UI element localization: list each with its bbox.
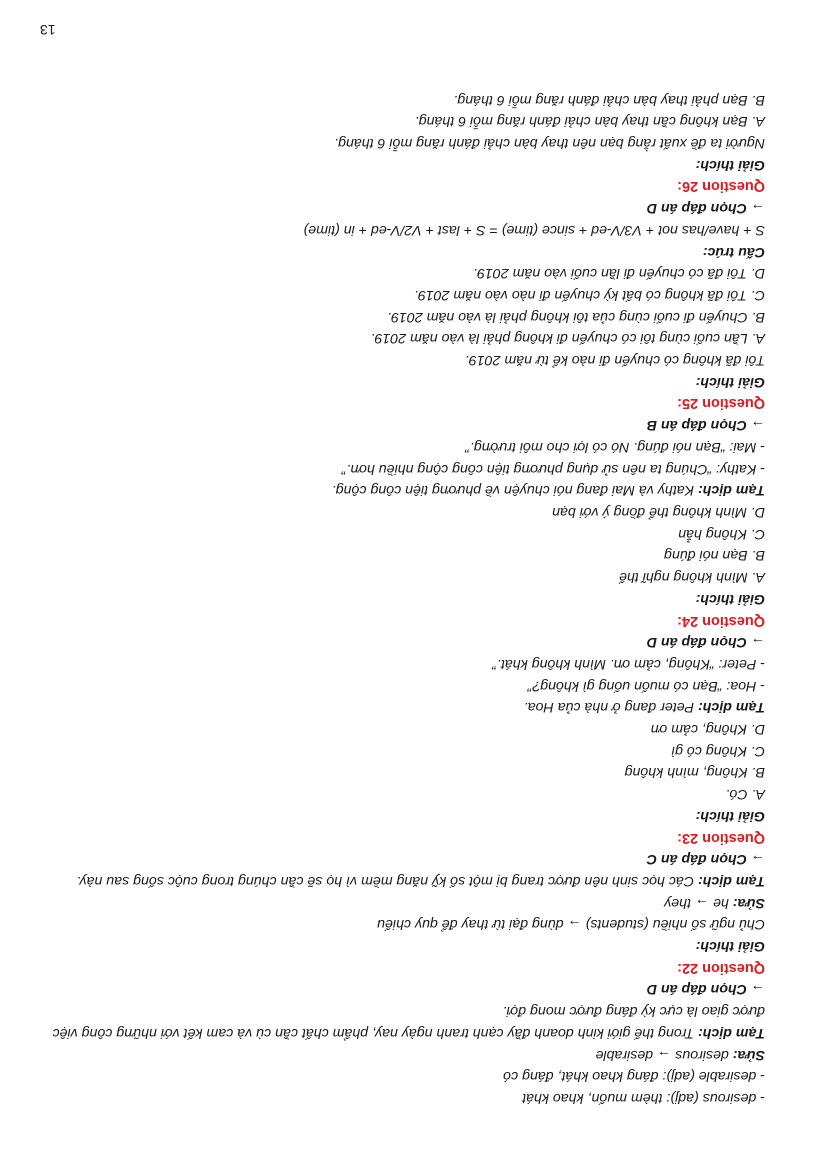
line-text: Trong thế giới kinh doanh đầy cạnh tranh ngày nay, phẩm chất cần cù và cam kết với những công việc được giao là cực kỳ đáng được mong đợi.: [52, 1003, 765, 1041]
bold-label: Tạm dịch:: [697, 482, 765, 499]
bold-label: Giải thích:: [695, 938, 765, 955]
line-text: desirous → desirable: [595, 1046, 733, 1063]
text-line: [38, 327, 765, 349]
page-content: [38, 88, 765, 1108]
bold-label: Cấu trúc:: [702, 243, 765, 260]
question-label: Question 24:: [677, 612, 765, 629]
text-line: [38, 218, 765, 240]
line-text: - Kathy: “Chúng ta nên sử dụng phương tiện công cộng nhiều hơn.”: [341, 460, 765, 477]
question-label: Question 22:: [677, 959, 765, 976]
text-line: [38, 131, 765, 153]
text-line: [38, 262, 765, 284]
question-label: Question 26:: [677, 178, 765, 195]
line-text: D. Không, cảm ơn: [650, 721, 765, 738]
bold-label: Tạm dịch:: [697, 872, 765, 889]
question-heading: [38, 392, 765, 414]
text-line: [38, 457, 765, 479]
text-line: [38, 1065, 765, 1087]
text-line: [38, 978, 765, 1000]
text-line: [38, 370, 765, 392]
bold-label: → Chọn đáp án C: [646, 851, 765, 868]
line-text: Tôi đã không có chuyến đi nào kể từ năm 2019.: [464, 352, 765, 369]
question-heading: [38, 609, 765, 631]
line-text: B. Bạn phải thay bàn chải đánh răng mỗi 6 tháng.: [453, 91, 765, 108]
text-line: [38, 999, 765, 1042]
question-heading: [38, 826, 765, 848]
line-text: B. Chuyến đi cuối cùng của tôi không phải là vào năm 2019.: [387, 308, 765, 325]
line-text: A. Có.: [725, 786, 765, 803]
text-line: [38, 196, 765, 218]
bold-label: Sửa:: [732, 894, 765, 911]
line-text: - desirous (adj): thèm muốn, khao khát: [522, 1090, 765, 1106]
line-text: D. Mình không thể đồng ý với bạn: [552, 504, 765, 521]
text-line: [38, 500, 765, 522]
bold-label: Giải thích:: [695, 156, 765, 173]
text-line: [38, 804, 765, 826]
text-line: [38, 696, 765, 718]
bold-label: → Chọn đáp án D: [646, 981, 765, 998]
text-line: [38, 631, 765, 653]
bold-label: Sửa:: [732, 1046, 765, 1063]
text-line: [38, 1043, 765, 1065]
text-line: [38, 522, 765, 544]
bold-label: → Chọn đáp án D: [646, 634, 765, 651]
line-text: A. Lần cuối cùng tôi có chuyến đi không phải là vào năm 2019.: [370, 330, 765, 347]
question-label: Question 23:: [677, 829, 765, 846]
text-line: [38, 739, 765, 761]
question-label: Question 25:: [677, 395, 765, 412]
text-line: [38, 240, 765, 262]
line-text: Chủ ngữ số nhiều (students) → dùng đại từ thay để quy chiếu: [377, 916, 765, 933]
text-line: [38, 88, 765, 110]
text-line: [38, 479, 765, 501]
line-text: C. Tôi đã không có bất kỳ chuyến đi nào vào năm 2019.: [414, 286, 765, 303]
text-line: [38, 544, 765, 566]
line-text: - desirable (adj): đáng khao khát, đáng có: [503, 1068, 765, 1085]
line-text: A. Bạn không cần thay bàn chải đánh răng mỗi 6 tháng.: [414, 113, 765, 130]
bold-label: Giải thích:: [695, 807, 765, 824]
question-heading: [38, 175, 765, 197]
line-text: - Mai: “Bạn nói đúng. Nó có lợi cho môi trường.”: [465, 438, 765, 455]
bold-label: Tạm dịch:: [697, 699, 765, 716]
text-line: [38, 305, 765, 327]
text-line: [38, 934, 765, 956]
line-text: Peter đang ở nhà của Hoa.: [523, 699, 698, 716]
line-text: Các học sinh nên được trang bị một số kỹ năng mềm vì họ sẽ cần chúng trong cuộc sống sau này.: [76, 872, 698, 889]
text-line: [38, 761, 765, 783]
text-line: [38, 674, 765, 696]
text-line: [38, 717, 765, 739]
line-text: - Hoa: “Bạn có muốn uống gì không?”: [527, 677, 765, 694]
text-line: [38, 1086, 765, 1108]
text-line: [38, 913, 765, 935]
bold-label: → Chọn đáp án D: [646, 200, 765, 217]
line-text: Kathy và Mai đang nói chuyện về phương tiện công cộng.: [331, 482, 698, 499]
line-text: B. Không, mình không: [624, 764, 765, 781]
text-line: [38, 565, 765, 587]
text-line: [38, 869, 765, 891]
text-line: [38, 652, 765, 674]
line-text: A. Mình không nghĩ thế: [619, 569, 765, 586]
line-text: S + have/has not + V3/V-ed + since (time) = S + last + V2/V-ed + in (time): [303, 221, 765, 238]
text-line: [38, 283, 765, 305]
line-text: - Peter: “Không, cảm ơn. Mình không khát.”: [492, 655, 765, 672]
question-heading: [38, 956, 765, 978]
page-number: 13: [40, 22, 56, 38]
text-line: [38, 348, 765, 370]
text-line: [38, 153, 765, 175]
bold-label: → Chọn đáp án B: [646, 417, 765, 434]
bold-label: Giải thích:: [695, 373, 765, 390]
line-text: he → they: [664, 894, 733, 911]
line-text: D. Tôi đã có chuyến đi lần cuối vào năm 2019.: [473, 265, 765, 282]
line-text: C. Không có gì: [671, 742, 765, 759]
text-line: [38, 848, 765, 870]
text-line: [38, 110, 765, 132]
text-line: [38, 587, 765, 609]
text-line: [38, 414, 765, 436]
bold-label: Giải thích:: [695, 590, 765, 607]
text-line: [38, 891, 765, 913]
line-text: C. Không hẳn: [678, 525, 765, 542]
text-line: [38, 435, 765, 457]
line-text: Người ta đề xuất rằng bạn nên thay bàn chải đánh răng mỗi 6 tháng.: [334, 135, 765, 152]
text-line: [38, 782, 765, 804]
line-text: B. Bạn nói đúng: [664, 547, 765, 564]
bold-label: Tạm dịch:: [697, 1024, 765, 1041]
